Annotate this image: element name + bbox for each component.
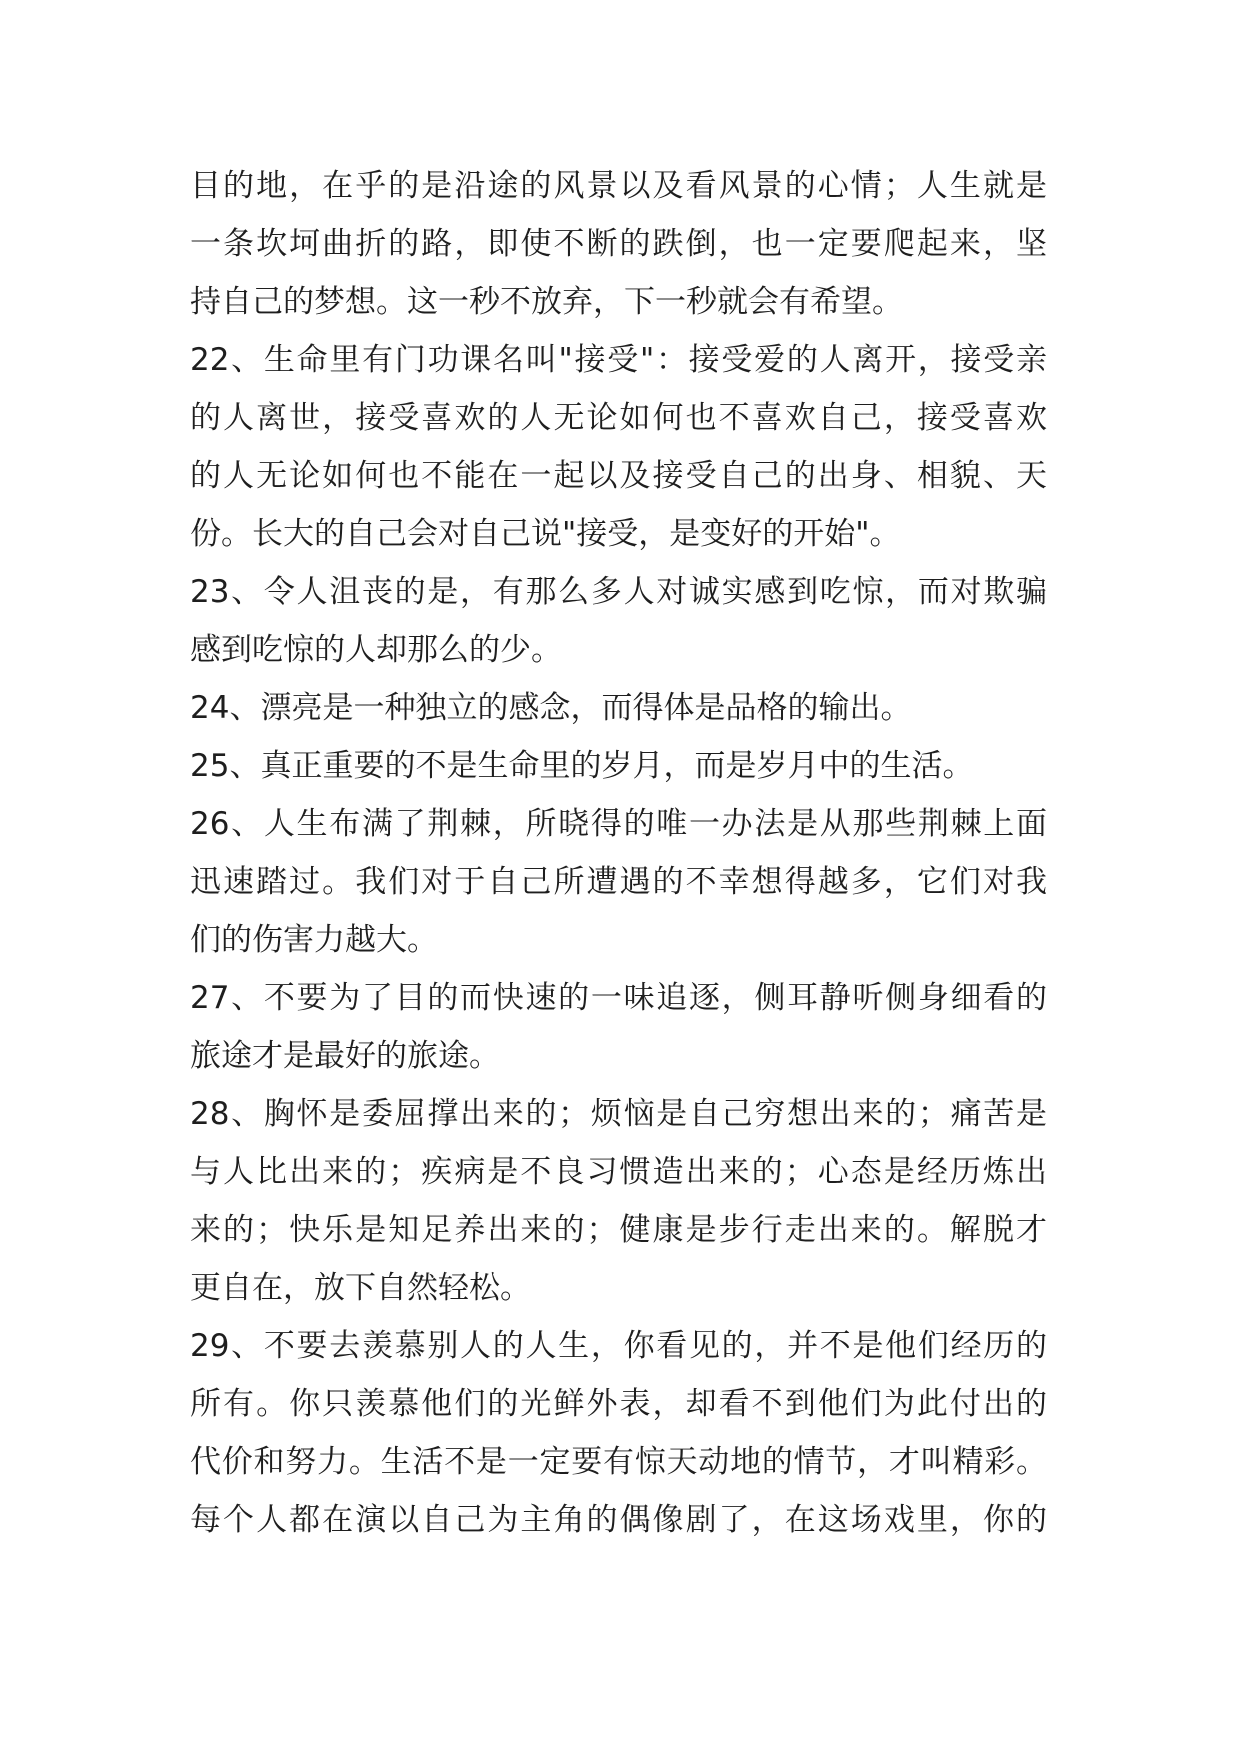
text-line: 们的伤害力越大。: [190, 922, 438, 958]
paragraph-28: [190, 1085, 1047, 1317]
paragraph-29: [190, 1317, 1047, 1549]
text-line: 的人无论如何也不能在一起以及接受自己的出身、相貌、天: [190, 458, 1047, 494]
text-line: 22、生命里有门功课名叫"接受"：接受爱的人离开，接受亲: [190, 342, 1047, 378]
text-line: 持自己的梦想。这一秒不放弃，下一秒就会有希望。: [190, 284, 903, 320]
paragraph-25: [190, 737, 1047, 795]
paragraph-22: [190, 331, 1047, 563]
text-line: 目的地，在乎的是沿途的风景以及看风景的心情；人生就是: [190, 168, 1047, 204]
text-line: 份。长大的自己会对自己说"接受，是变好的开始"。: [190, 516, 901, 552]
text-line: 一条坎坷曲折的路，即使不断的跌倒，也一定要爬起来，坚: [190, 226, 1047, 262]
text-line: 与人比出来的；疾病是不良习惯造出来的；心态是经历炼出: [190, 1154, 1047, 1190]
document-body: [190, 157, 1047, 1549]
text-line: 所有。你只羡慕他们的光鲜外表，却看不到他们为此付出的: [190, 1386, 1047, 1422]
paragraph-continued: [190, 157, 1047, 331]
text-line: 更自在，放下自然轻松。: [190, 1270, 531, 1306]
text-line: 旅途才是最好的旅途。: [190, 1038, 500, 1074]
paragraph-26: [190, 795, 1047, 969]
text-line: 感到吃惊的人却那么的少。: [190, 632, 562, 668]
text-line: 每个人都在演以自己为主角的偶像剧了，在这场戏里，你的: [190, 1502, 1047, 1538]
text-line: 29、不要去羡慕别人的人生，你看见的，并不是他们经历的: [190, 1328, 1047, 1364]
text-line: 26、人生布满了荆棘，所晓得的唯一办法是从那些荆棘上面: [190, 806, 1047, 842]
text-line: 迅速踏过。我们对于自己所遭遇的不幸想得越多，它们对我: [190, 864, 1047, 900]
text-line: 23、令人沮丧的是，有那么多人对诚实感到吃惊，而对欺骗: [190, 574, 1047, 610]
text-line: 来的；快乐是知足养出来的；健康是步行走出来的。解脱才: [190, 1212, 1047, 1248]
text-line: 27、不要为了目的而快速的一味追逐，侧耳静听侧身细看的: [190, 980, 1047, 1016]
paragraph-27: [190, 969, 1047, 1085]
text-line: 代价和努力。生活不是一定要有惊天动地的情节，才叫精彩。: [190, 1444, 1047, 1480]
text-line: 28、胸怀是委屈撑出来的；烦恼是自己穷想出来的；痛苦是: [190, 1096, 1047, 1132]
text-line: 24、漂亮是一种独立的感念，而得体是品格的输出。: [190, 690, 912, 726]
text-line: 的人离世，接受喜欢的人无论如何也不喜欢自己，接受喜欢: [190, 400, 1047, 436]
text-line: 25、真正重要的不是生命里的岁月，而是岁月中的生活。: [190, 748, 974, 784]
paragraph-24: [190, 679, 1047, 737]
paragraph-23: [190, 563, 1047, 679]
